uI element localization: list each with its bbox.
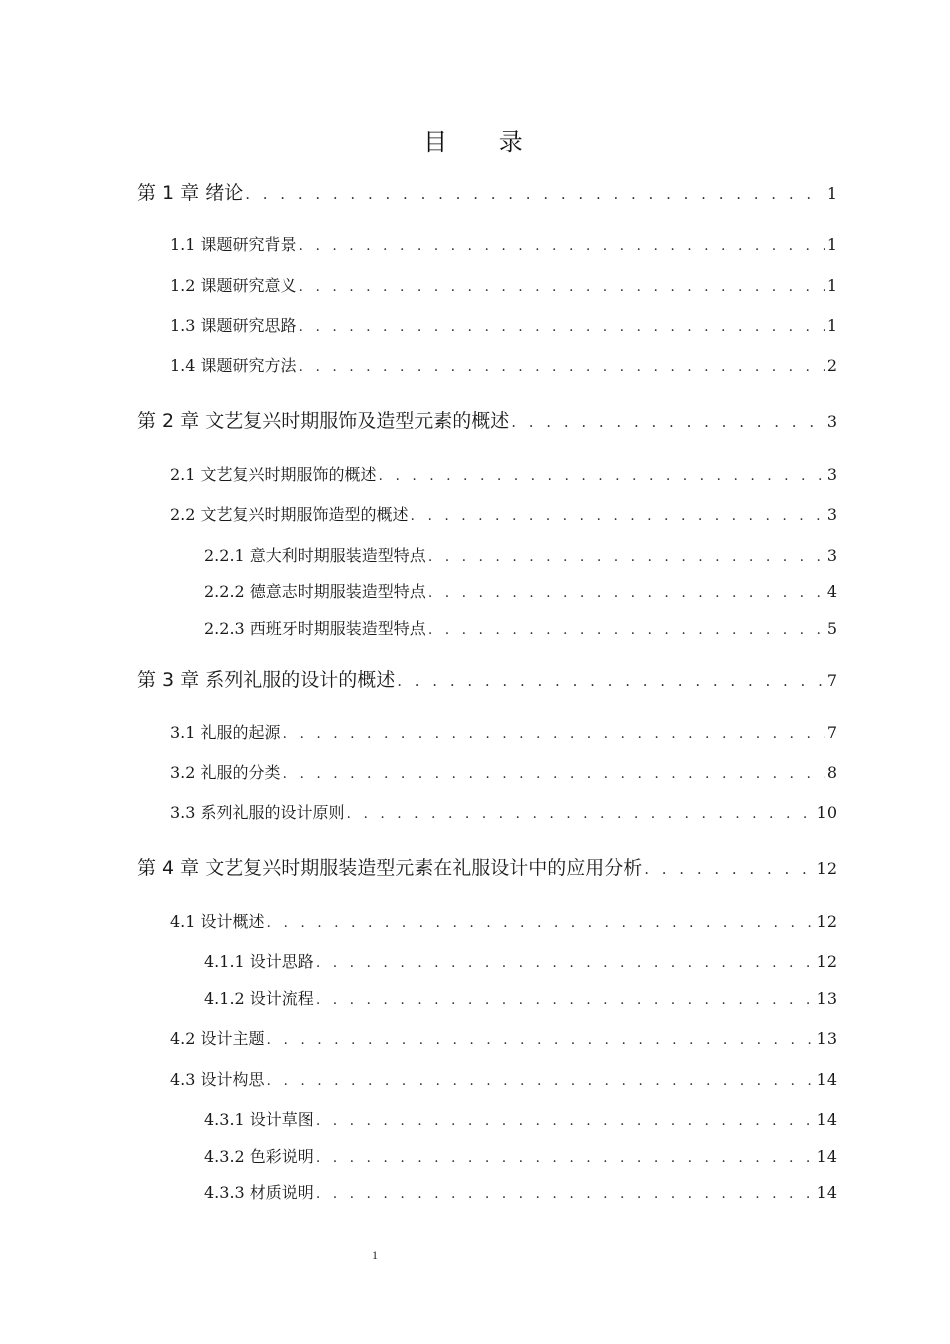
toc-entry-4-3-2[interactable] xyxy=(204,1144,837,1166)
toc-entry-label: 4.3.1 设计草图 xyxy=(204,1110,314,1129)
toc-entry-4-1[interactable] xyxy=(170,909,837,931)
toc-entry-page: 4 xyxy=(826,582,837,601)
dot-leader xyxy=(299,238,825,254)
toc-entry-2-2-2[interactable] xyxy=(204,579,837,601)
toc-entry-label: 4.1 设计概述 xyxy=(170,912,265,931)
dot-leader xyxy=(267,1032,815,1048)
toc-entry-label: 第 3 章 系列礼服的设计的概述 xyxy=(137,669,396,691)
toc-entry-3-1[interactable] xyxy=(170,720,837,742)
toc-entry-label: 4.3 设计构思 xyxy=(170,1070,265,1089)
toc-entry-page: 14 xyxy=(816,1147,837,1166)
toc-entry-page: 13 xyxy=(816,989,837,1008)
dot-leader xyxy=(299,279,825,295)
toc-entry-label: 1.1 课题研究背景 xyxy=(170,235,297,254)
toc-entry-label: 3.3 系列礼服的设计原则 xyxy=(170,803,345,822)
toc-entry-page: 2 xyxy=(826,356,837,375)
toc-entry-label: 第 1 章 绪论 xyxy=(137,182,244,204)
toc-entry-4-3-1[interactable] xyxy=(204,1107,837,1129)
toc-entry-2-1[interactable] xyxy=(170,462,837,484)
dot-leader xyxy=(428,622,825,638)
dot-leader xyxy=(316,1150,815,1166)
toc-entry-label: 2.2.3 西班牙时期服装造型特点 xyxy=(204,619,426,638)
toc-entry-page: 12 xyxy=(816,859,837,878)
toc-entry-4-3[interactable] xyxy=(170,1067,837,1089)
dot-leader xyxy=(511,413,825,431)
toc-entry-page: 7 xyxy=(826,671,837,690)
toc-entry-page: 3 xyxy=(826,465,837,484)
toc-entry-page: 1 xyxy=(826,276,837,295)
toc-entry-4-1-2[interactable] xyxy=(204,986,837,1008)
dot-leader xyxy=(644,860,814,878)
dot-leader xyxy=(267,915,815,931)
toc-entry-page: 7 xyxy=(826,723,837,742)
toc-entry-page: 3 xyxy=(826,412,837,431)
toc-entry-page: 12 xyxy=(816,912,837,931)
dot-leader xyxy=(283,726,825,742)
toc-entry-page: 1 xyxy=(826,316,837,335)
toc-entry-label: 1.3 课题研究思路 xyxy=(170,316,297,335)
toc-entry-label: 第 4 章 文艺复兴时期服装造型元素在礼服设计中的应用分析 xyxy=(137,857,643,879)
dot-leader xyxy=(316,1113,815,1129)
toc-entry-2-2-1[interactable] xyxy=(204,543,837,565)
toc-entry-label: 3.1 礼服的起源 xyxy=(170,723,281,742)
toc-entry-1-2[interactable] xyxy=(170,273,837,295)
dot-leader xyxy=(397,672,825,690)
toc-title: 目 录 xyxy=(423,128,545,156)
toc-entry-2-2[interactable] xyxy=(170,502,837,524)
toc-entry-4-3-3[interactable] xyxy=(204,1180,837,1202)
dot-leader xyxy=(428,549,825,565)
toc-entry-4-1-1[interactable] xyxy=(204,949,837,971)
toc-entry-chapter-1[interactable] xyxy=(137,178,837,204)
toc-entry-label: 3.2 礼服的分类 xyxy=(170,763,281,782)
dot-leader xyxy=(299,319,825,335)
toc-entry-2-2-3[interactable] xyxy=(204,616,837,638)
dot-leader xyxy=(245,185,825,203)
dot-leader xyxy=(316,955,815,971)
dot-leader xyxy=(411,508,825,524)
toc-entry-label: 4.1.2 设计流程 xyxy=(204,989,314,1008)
toc-entry-label: 4.2 设计主题 xyxy=(170,1029,265,1048)
footer-page-number: 1 xyxy=(372,1248,378,1262)
toc-entry-3-3[interactable] xyxy=(170,800,837,822)
toc-entry-label: 2.2.2 德意志时期服装造型特点 xyxy=(204,582,426,601)
toc-entry-page: 3 xyxy=(826,505,837,524)
toc-entry-chapter-4[interactable] xyxy=(137,853,837,879)
toc-entry-page: 8 xyxy=(826,763,837,782)
dot-leader xyxy=(267,1073,815,1089)
toc-entry-label: 2.2 文艺复兴时期服饰造型的概述 xyxy=(170,505,409,524)
dot-leader xyxy=(379,468,825,484)
dot-leader xyxy=(316,1186,815,1202)
dot-leader xyxy=(283,766,825,782)
toc-entry-3-2[interactable] xyxy=(170,760,837,782)
toc-entry-chapter-2[interactable] xyxy=(137,406,837,432)
toc-entry-chapter-3[interactable] xyxy=(137,665,837,691)
toc-entry-label: 4.3.3 材质说明 xyxy=(204,1183,314,1202)
toc-entry-page: 1 xyxy=(826,235,837,254)
toc-entry-label: 4.1.1 设计思路 xyxy=(204,952,314,971)
toc-entry-page: 5 xyxy=(826,619,837,638)
toc-entry-1-3[interactable] xyxy=(170,313,837,335)
toc-entry-page: 13 xyxy=(816,1029,837,1048)
toc-entry-label: 1.2 课题研究意义 xyxy=(170,276,297,295)
toc-entry-1-4[interactable] xyxy=(170,353,837,375)
toc-entry-label: 4.3.2 色彩说明 xyxy=(204,1147,314,1166)
dot-leader xyxy=(316,992,815,1008)
dot-leader xyxy=(299,359,825,375)
toc-entry-label: 2.1 文艺复兴时期服饰的概述 xyxy=(170,465,377,484)
toc-entry-page: 14 xyxy=(816,1110,837,1129)
dot-leader xyxy=(428,585,825,601)
toc-entry-page: 10 xyxy=(816,803,837,822)
toc-entry-label: 第 2 章 文艺复兴时期服饰及造型元素的概述 xyxy=(137,410,510,432)
toc-entry-page: 14 xyxy=(816,1070,837,1089)
toc-entry-4-2[interactable] xyxy=(170,1026,837,1048)
toc-entry-page: 3 xyxy=(826,546,837,565)
toc-entry-1-1[interactable] xyxy=(170,232,837,254)
toc-entry-page: 12 xyxy=(816,952,837,971)
toc-entry-label: 1.4 课题研究方法 xyxy=(170,356,297,375)
toc-entry-label: 2.2.1 意大利时期服装造型特点 xyxy=(204,546,426,565)
toc-entry-page: 14 xyxy=(816,1183,837,1202)
toc-entry-page: 1 xyxy=(826,184,837,203)
dot-leader xyxy=(347,806,815,822)
